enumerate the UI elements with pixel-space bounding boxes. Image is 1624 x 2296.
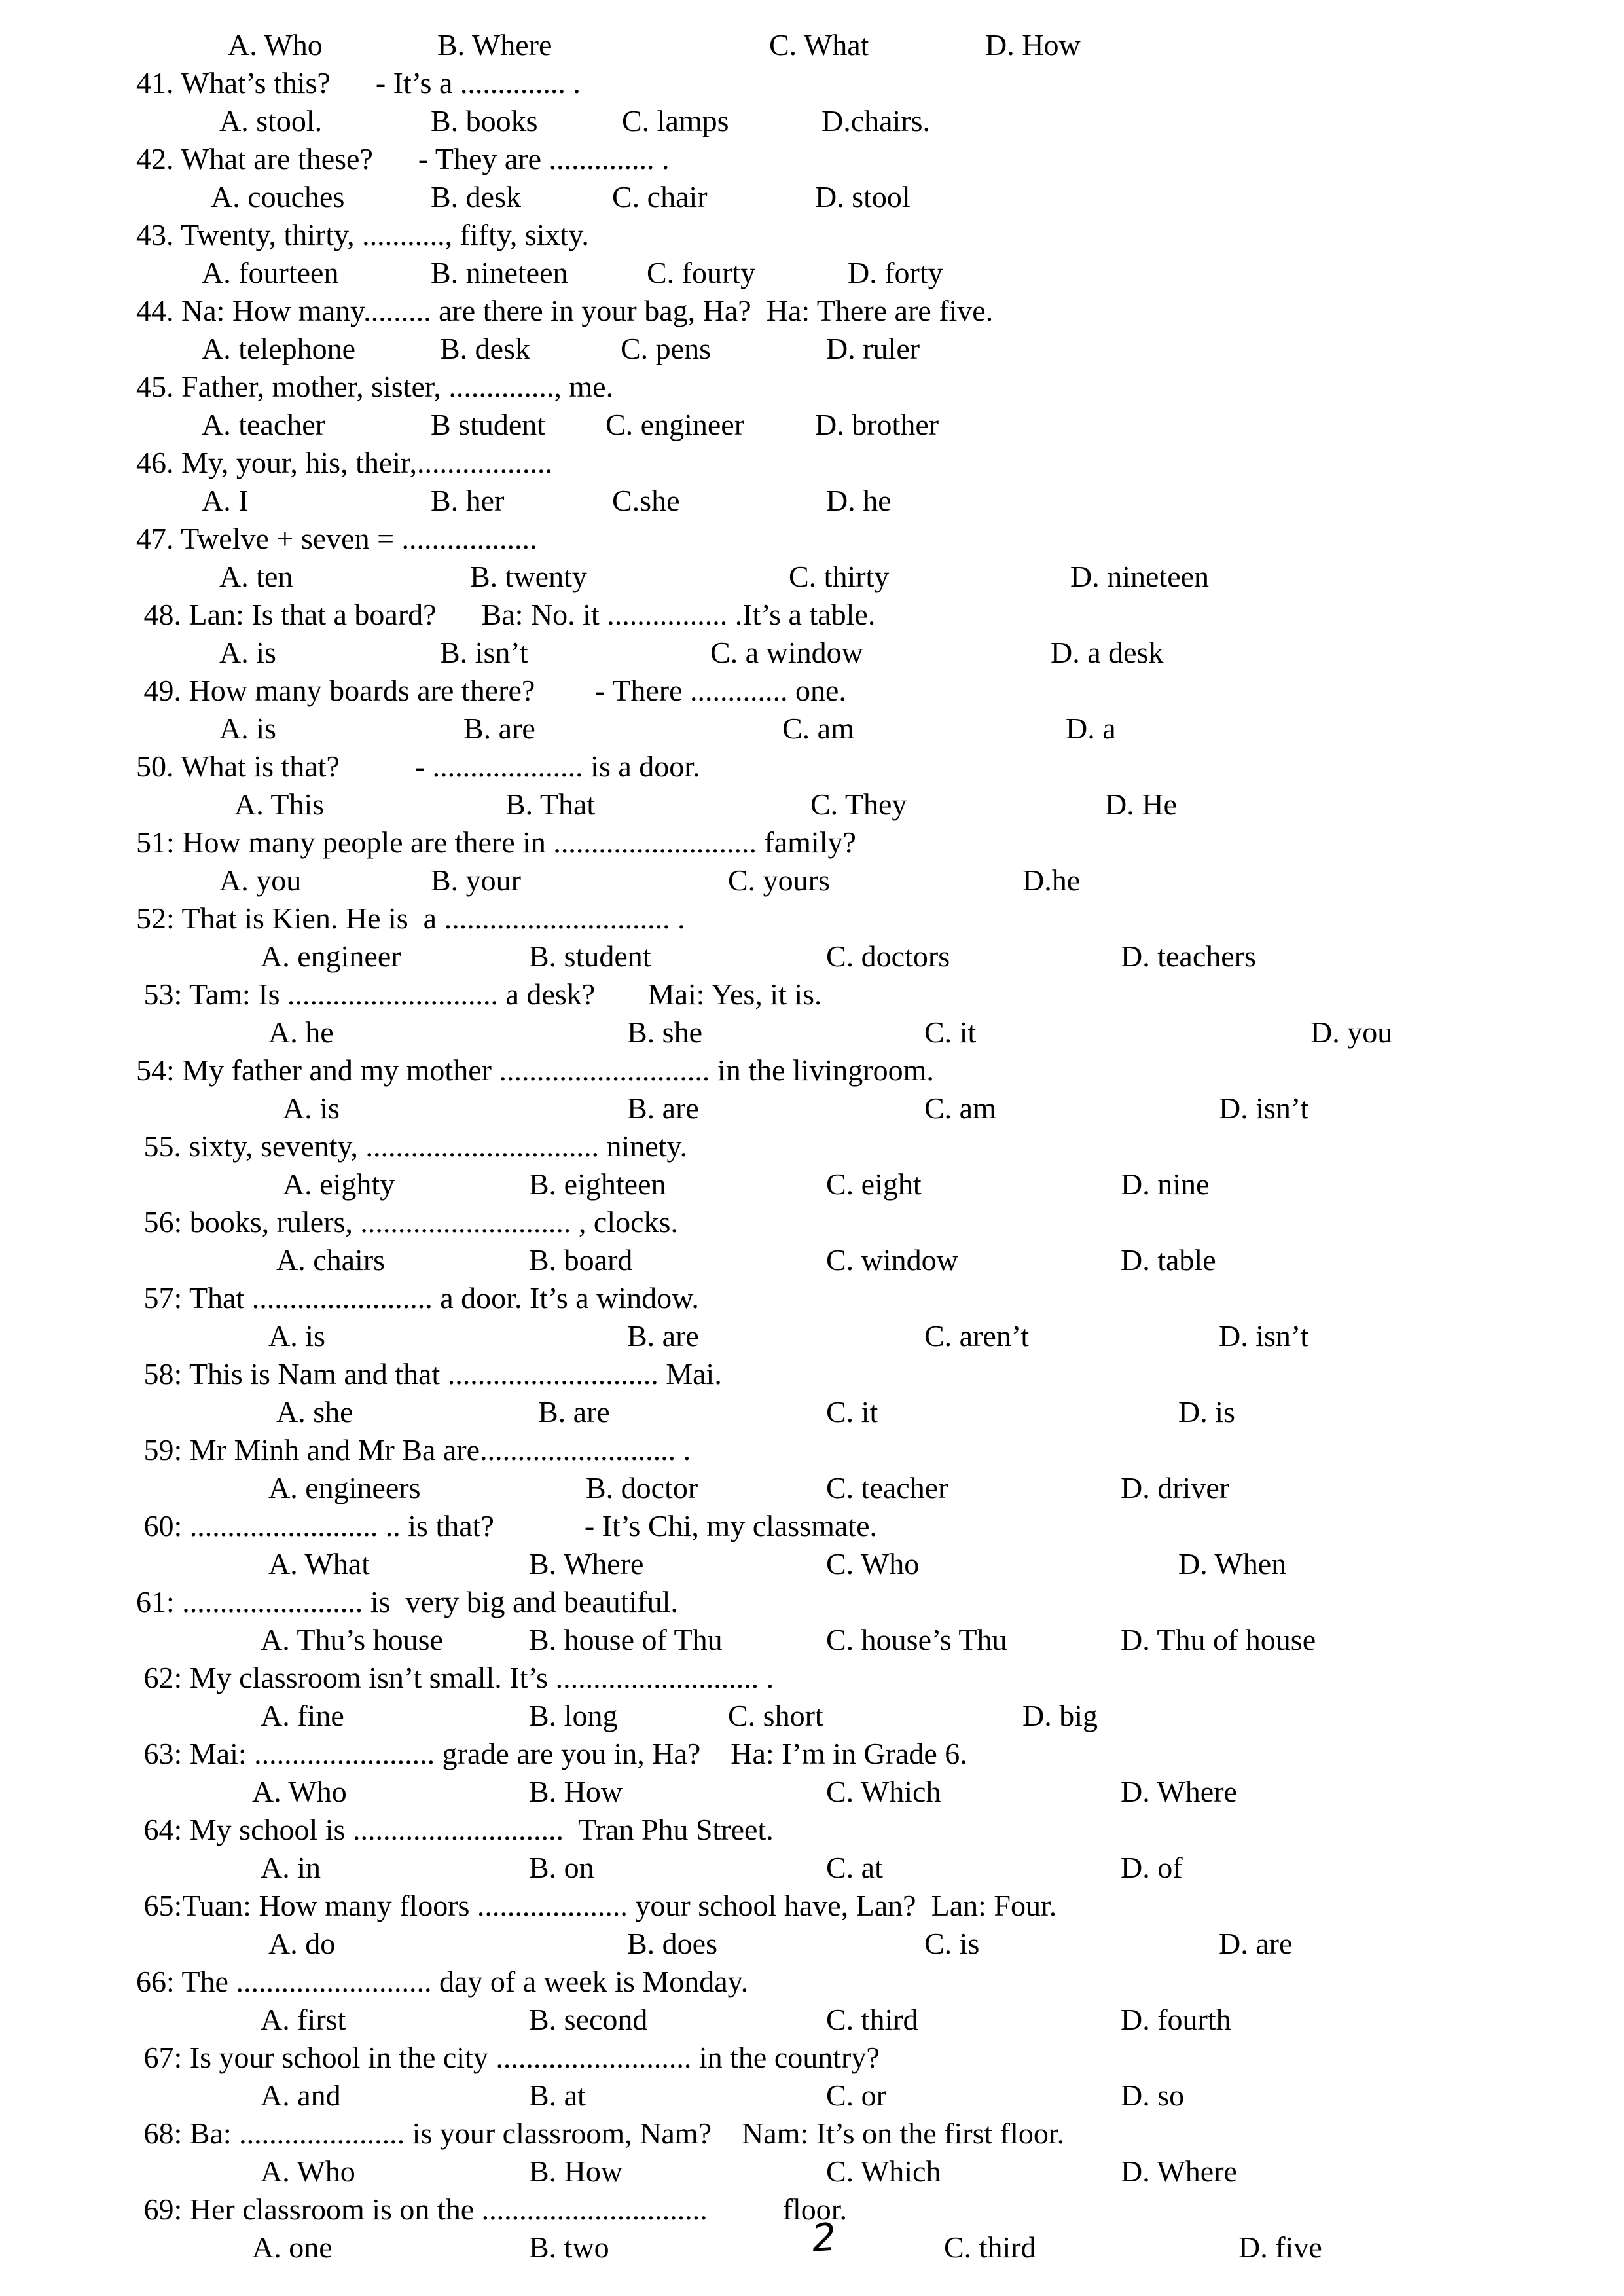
question-64-option-a: A. in xyxy=(261,1851,321,1884)
question-59-option-d: D. driver xyxy=(1121,1471,1230,1504)
question-42-option-d: D. stool xyxy=(815,180,911,213)
question-57-option-d: D. isn’t xyxy=(1219,1319,1309,1353)
question-62-option-a: A. fine xyxy=(261,1699,344,1732)
question-48-option-a: A. is xyxy=(219,636,276,669)
question-68-option-c: C. Which xyxy=(826,2155,941,2188)
question-58-option-a: A. she xyxy=(276,1395,353,1429)
question-40-option-b: B. Where xyxy=(437,28,552,62)
question-54-option-d: D. isn’t xyxy=(1219,1091,1309,1125)
question-55-text: 55. sixty, seventy, ............................... ninety. xyxy=(136,1129,687,1163)
question-68-text: 68: Ba: ...................... is your classroom, Nam? Nam: It’s on the first floor. xyxy=(136,2117,1065,2150)
question-65-option-c: C. is xyxy=(924,1927,980,1960)
question-43-text: 43. Twenty, thirty, ..........., fifty, sixty. xyxy=(136,218,589,251)
question-43-option-c: C. fourty xyxy=(647,256,756,289)
question-49-text: 49. How many boards are there? - There ............. one. xyxy=(136,674,846,707)
question-48-option-d: D. a desk xyxy=(1051,636,1164,669)
question-69-option-d: D. five xyxy=(1238,2231,1322,2264)
question-57-option-a: A. is xyxy=(268,1319,325,1353)
question-56-text: 56: books, rulers, ............................ , clocks. xyxy=(136,1205,678,1239)
question-60-text: 60: ......................... .. is that? - It’s Chi, my classmate. xyxy=(136,1509,878,1542)
question-43-option-d: D. forty xyxy=(848,256,943,289)
question-41-option-c: C. lamps xyxy=(622,104,729,137)
question-49-option-c: C. am xyxy=(782,712,854,745)
question-54-text: 54: My father and my mother ............................ in the livingroom. xyxy=(136,1053,934,1087)
question-51-option-b: B. your xyxy=(431,864,521,897)
question-66-option-b: B. second xyxy=(529,2003,648,2036)
question-46-option-c: C.she xyxy=(612,484,680,517)
question-50-option-b: B. That xyxy=(505,788,596,821)
question-46-text: 46. My, your, his, their,.................. xyxy=(136,446,553,479)
question-57-option-b: B. are xyxy=(627,1319,699,1353)
question-41-text: 41. What’s this? - It’s a .............. . xyxy=(136,66,581,100)
question-45-option-a: A. teacher xyxy=(202,408,325,441)
question-60-option-a: A. What xyxy=(268,1547,370,1580)
question-62-text: 62: My classroom isn’t small. It’s ........................... . xyxy=(136,1661,774,1694)
question-40-option-c: C. What xyxy=(769,28,869,62)
question-65-option-d: D. are xyxy=(1219,1927,1293,1960)
question-64-option-d: D. of xyxy=(1121,1851,1183,1884)
question-54-option-c: C. am xyxy=(924,1091,996,1125)
question-53-option-d: D. you xyxy=(1310,1015,1393,1049)
question-67-option-a: A. and xyxy=(261,2079,341,2112)
question-55-option-b: B. eighteen xyxy=(529,1167,666,1201)
question-58-option-c: C. it xyxy=(826,1395,878,1429)
question-61-option-a: A. Thu’s house xyxy=(261,1623,443,1656)
question-54-option-a: A. is xyxy=(283,1091,340,1125)
question-46-option-b: B. her xyxy=(431,484,505,517)
question-69-option-a: A. one xyxy=(252,2231,333,2264)
question-65-text: 65:Tuan: How many floors .................... your school have, Lan? Lan: Four. xyxy=(136,1889,1057,1922)
question-54-option-b: B. are xyxy=(627,1091,699,1125)
question-69-option-b: B. two xyxy=(529,2231,609,2264)
question-50-option-d: D. He xyxy=(1105,788,1177,821)
question-61-option-d: D. Thu of house xyxy=(1121,1623,1316,1656)
question-51-option-a: A. you xyxy=(219,864,302,897)
question-59-text: 59: Mr Minh and Mr Ba are.......................... . xyxy=(136,1433,691,1467)
question-69-text: 69: Her classroom is on the .............................. floor. xyxy=(136,2193,848,2226)
question-40-option-d: D. How xyxy=(985,28,1081,62)
question-49-option-a: A. is xyxy=(219,712,276,745)
question-66-option-a: A. first xyxy=(261,2003,346,2036)
question-51-text: 51: How many people are there in ........................... family? xyxy=(136,826,856,859)
question-65-option-a: A. do xyxy=(268,1927,336,1960)
question-69-option-c: C. third xyxy=(944,2231,1036,2264)
question-53-option-b: B. she xyxy=(627,1015,702,1049)
question-46-option-a: A. I xyxy=(202,484,249,517)
question-67-text: 67: Is your school in the city .......................... in the country? xyxy=(136,2041,880,2074)
question-57-option-c: C. aren’t xyxy=(924,1319,1030,1353)
question-67-option-b: B. at xyxy=(529,2079,586,2112)
question-64-option-c: C. at xyxy=(826,1851,883,1884)
question-63-option-b: B. How xyxy=(529,1775,623,1808)
question-61-option-b: B. house of Thu xyxy=(529,1623,723,1656)
question-51-option-c: C. yours xyxy=(728,864,830,897)
question-68-option-a: A. Who xyxy=(261,2155,355,2188)
question-44-option-d: D. ruler xyxy=(826,332,920,365)
question-50-text: 50. What is that? - .................... is a door. xyxy=(136,750,700,783)
question-63-option-c: C. Which xyxy=(826,1775,941,1808)
question-47-text: 47. Twelve + seven = .................. xyxy=(136,522,537,555)
question-52-option-c: C. doctors xyxy=(826,939,950,973)
question-41-option-a: A. stool. xyxy=(219,104,323,137)
question-44-option-b: B. desk xyxy=(440,332,530,365)
question-58-option-d: D. is xyxy=(1178,1395,1235,1429)
question-59-option-a: A. engineers xyxy=(268,1471,421,1504)
question-65-option-b: B. does xyxy=(627,1927,717,1960)
question-44-option-c: C. pens xyxy=(621,332,711,365)
question-52-text: 52: That is Kien. He is a .............................. . xyxy=(136,902,685,935)
question-61-option-c: C. house’s Thu xyxy=(826,1623,1007,1656)
question-52-option-a: A. engineer xyxy=(261,939,401,973)
question-53-text: 53: Tam: Is ............................ a desk? Mai: Yes, it is. xyxy=(136,977,822,1011)
question-47-option-b: B. twenty xyxy=(470,560,587,593)
question-56-option-b: B. board xyxy=(529,1243,633,1277)
question-63-text: 63: Mai: ........................ grade are you in, Ha? Ha: I’m in Grade 6. xyxy=(136,1737,967,1770)
question-47-option-d: D. nineteen xyxy=(1070,560,1210,593)
question-53-option-c: C. it xyxy=(924,1015,977,1049)
question-42-option-b: B. desk xyxy=(431,180,521,213)
question-52-option-b: B. student xyxy=(529,939,651,973)
question-55-option-d: D. nine xyxy=(1121,1167,1210,1201)
question-60-option-b: B. Where xyxy=(529,1547,644,1580)
question-47-option-a: A. ten xyxy=(219,560,293,593)
question-66-text: 66: The .......................... day of a week is Monday. xyxy=(136,1965,749,1998)
question-50-option-c: C. They xyxy=(810,788,907,821)
question-45-option-b: B student xyxy=(431,408,546,441)
question-48-option-c: C. a window xyxy=(710,636,863,669)
question-59-option-c: C. teacher xyxy=(826,1471,948,1504)
question-46-option-d: D. he xyxy=(826,484,892,517)
question-67-option-d: D. so xyxy=(1121,2079,1185,2112)
question-58-text: 58: This is Nam and that ............................ Mai. xyxy=(136,1357,722,1391)
question-66-option-c: C. third xyxy=(826,2003,918,2036)
question-56-option-c: C. window xyxy=(826,1243,958,1277)
question-42-option-a: A. couches xyxy=(211,180,345,213)
question-43-option-b: B. nineteen xyxy=(431,256,568,289)
question-52-option-d: D. teachers xyxy=(1121,939,1256,973)
question-45-option-d: D. brother xyxy=(815,408,939,441)
question-42-option-c: C. chair xyxy=(612,180,708,213)
question-41-option-d: D.chairs. xyxy=(821,104,931,137)
question-63-option-d: D. Where xyxy=(1121,1775,1237,1808)
question-58-option-b: B. are xyxy=(538,1395,610,1429)
question-61-text: 61: ........................ is very big and beautiful. xyxy=(136,1585,678,1618)
question-56-option-a: A. chairs xyxy=(276,1243,386,1277)
question-48-text: 48. Lan: Is that a board? Ba: No. it ................ .It’s a table. xyxy=(136,598,876,631)
question-55-option-a: A. eighty xyxy=(283,1167,395,1201)
question-62-option-c: C. short xyxy=(728,1699,823,1732)
question-60-option-d: D. When xyxy=(1178,1547,1287,1580)
question-43-option-a: A. fourteen xyxy=(202,256,339,289)
question-51-option-d: D.he xyxy=(1022,864,1081,897)
question-67-option-c: C. or xyxy=(826,2079,886,2112)
question-56-option-d: D. table xyxy=(1121,1243,1216,1277)
question-62-option-b: B. long xyxy=(529,1699,618,1732)
question-62-option-d: D. big xyxy=(1022,1699,1098,1732)
page-number: 2 xyxy=(810,2214,838,2261)
question-44-option-a: A. telephone xyxy=(202,332,356,365)
question-53-option-a: A. he xyxy=(268,1015,334,1049)
question-45-text: 45. Father, mother, sister, .............., me. xyxy=(136,370,614,403)
question-42-text: 42. What are these? - They are .............. . xyxy=(136,142,670,175)
question-47-option-c: C. thirty xyxy=(789,560,890,593)
question-68-option-d: D. Where xyxy=(1121,2155,1237,2188)
question-63-option-a: A. Who xyxy=(252,1775,347,1808)
question-48-option-b: B. isn’t xyxy=(440,636,528,669)
question-45-option-c: C. engineer xyxy=(605,408,745,441)
question-49-option-b: B. are xyxy=(463,712,535,745)
question-40-option-a: A. Who xyxy=(228,28,323,62)
question-57-text: 57: That ........................ a door. It’s a window. xyxy=(136,1281,699,1315)
question-64-text: 64: My school is ............................ Tran Phu Street. xyxy=(136,1813,774,1846)
question-50-option-a: A. This xyxy=(234,788,325,821)
question-49-option-d: D. a xyxy=(1066,712,1116,745)
question-60-option-c: C. Who xyxy=(826,1547,920,1580)
question-59-option-b: B. doctor xyxy=(586,1471,698,1504)
question-55-option-c: C. eight xyxy=(826,1167,922,1201)
question-41-option-b: B. books xyxy=(431,104,538,137)
question-64-option-b: B. on xyxy=(529,1851,594,1884)
question-66-option-d: D. fourth xyxy=(1121,2003,1231,2036)
question-68-option-b: B. How xyxy=(529,2155,623,2188)
question-44-text: 44. Na: How many......... are there in your bag, Ha? Ha: There are five. xyxy=(136,294,994,327)
